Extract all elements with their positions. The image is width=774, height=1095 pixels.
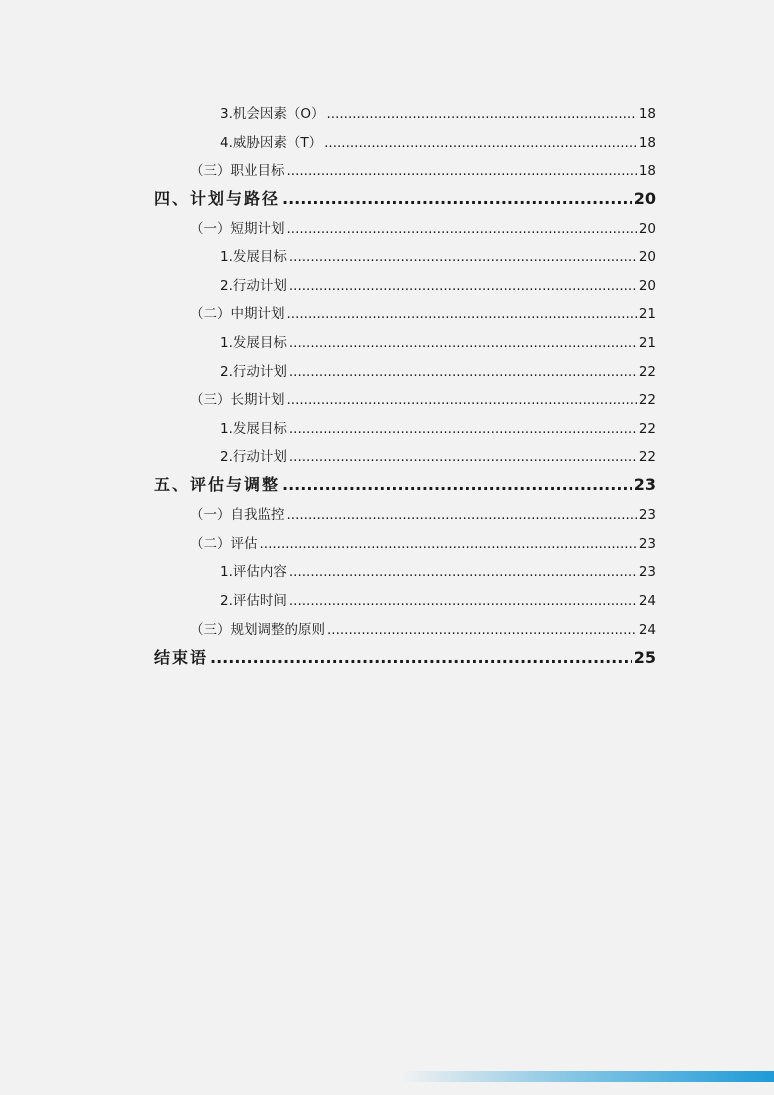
toc-entry-title: （二）中期计划 (190, 306, 285, 322)
toc-entry-level3[interactable] (220, 360, 656, 380)
toc-page-number: 25 (633, 648, 656, 667)
toc-dot-leader (287, 306, 637, 322)
toc-dot-leader (327, 622, 637, 638)
toc-dot-leader (327, 106, 637, 122)
toc-entry-level3[interactable] (220, 102, 656, 122)
toc-entry-level2[interactable] (190, 388, 656, 408)
toc-page-number: 21 (638, 335, 656, 351)
toc-entry-title: 4.威胁因素（T） (220, 135, 323, 151)
toc-page-number: 20 (638, 249, 656, 265)
toc-entry-title: 五、评估与调整 (154, 475, 281, 494)
toc-dot-leader (287, 392, 637, 408)
toc-entry-title: 四、计划与路径 (154, 189, 281, 208)
toc-dot-leader (289, 421, 637, 437)
toc-dot-leader (282, 189, 632, 208)
toc-dot-leader (289, 335, 637, 351)
toc-dot-leader (287, 507, 637, 523)
toc-entry-level3[interactable] (220, 331, 656, 351)
toc-page-number: 18 (638, 106, 656, 122)
toc-entry-title: 2.评估时间 (220, 593, 287, 609)
toc-page-number: 22 (638, 364, 656, 380)
toc-page-number: 18 (638, 163, 656, 179)
toc-page-number: 22 (638, 392, 656, 408)
toc-entry-level3[interactable] (220, 131, 656, 151)
toc-page-number: 20 (633, 189, 656, 208)
toc-entry-title: 2.行动计划 (220, 278, 287, 294)
toc-dot-leader (289, 449, 637, 465)
toc-entry-title: 1.发展目标 (220, 421, 287, 437)
toc-entry-level3[interactable] (220, 274, 656, 294)
toc-entry-level2[interactable] (190, 532, 656, 552)
toc-page-number: 23 (633, 475, 656, 494)
toc-entry-title: 2.行动计划 (220, 364, 287, 380)
toc-entry-level2[interactable] (190, 217, 656, 237)
toc-dot-leader (287, 163, 637, 179)
corner-decoration (674, 0, 774, 50)
toc-entry-level1[interactable] (154, 645, 656, 668)
toc-page-number: 20 (638, 278, 656, 294)
toc-entry-level2[interactable] (190, 503, 656, 523)
toc-dot-leader (289, 593, 637, 609)
toc-entry-level3[interactable] (220, 245, 656, 265)
toc-entry-title: （一）自我监控 (190, 507, 285, 523)
toc-dot-leader (289, 249, 637, 265)
toc-page-number: 24 (638, 622, 656, 638)
toc-entry-title: 1.评估内容 (220, 564, 287, 580)
toc-page-number: 18 (638, 135, 656, 151)
toc-entry-level1[interactable] (154, 472, 656, 495)
toc-entry-level3[interactable] (220, 560, 656, 580)
toc-dot-leader (210, 648, 632, 667)
toc-entry-title: 1.发展目标 (220, 249, 287, 265)
toc-page-number: 24 (638, 593, 656, 609)
toc-dot-leader (282, 475, 632, 494)
toc-entry-title: 结束语 (154, 648, 209, 667)
toc-dot-leader (324, 135, 637, 151)
toc-entry-level3[interactable] (220, 589, 656, 609)
toc-entry-level2[interactable] (190, 618, 656, 638)
toc-entry-title: （三）长期计划 (190, 392, 285, 408)
toc-page-number: 23 (638, 507, 656, 523)
toc-page-number: 20 (638, 221, 656, 237)
toc-page-number: 23 (638, 536, 656, 552)
toc-entry-title: 2.行动计划 (220, 449, 287, 465)
toc-entry-title: 1.发展目标 (220, 335, 287, 351)
toc-entry-level2[interactable] (190, 159, 656, 179)
toc-entry-title: （二）评估 (190, 536, 258, 552)
toc-entry-title: （一）短期计划 (190, 221, 285, 237)
toc-page-number: 23 (638, 564, 656, 580)
toc-entry-title: （三）职业目标 (190, 163, 285, 179)
toc-entry-level1[interactable] (154, 186, 656, 209)
toc-dot-leader (260, 536, 637, 552)
toc-dot-leader (289, 564, 637, 580)
toc-page-number: 22 (638, 421, 656, 437)
toc-page-number: 22 (638, 449, 656, 465)
toc-entry-title: 3.机会因素（O） (220, 106, 325, 122)
toc-entry-level2[interactable] (190, 302, 656, 322)
toc-dot-leader (287, 221, 637, 237)
toc-entry-level3[interactable] (220, 445, 656, 465)
bottom-gradient-bar (400, 1071, 774, 1082)
toc-dot-leader (289, 364, 637, 380)
toc-entry-level3[interactable] (220, 417, 656, 437)
toc-dot-leader (289, 278, 637, 294)
toc-entry-title: （三）规划调整的原则 (190, 622, 325, 638)
toc-page-number: 21 (638, 306, 656, 322)
